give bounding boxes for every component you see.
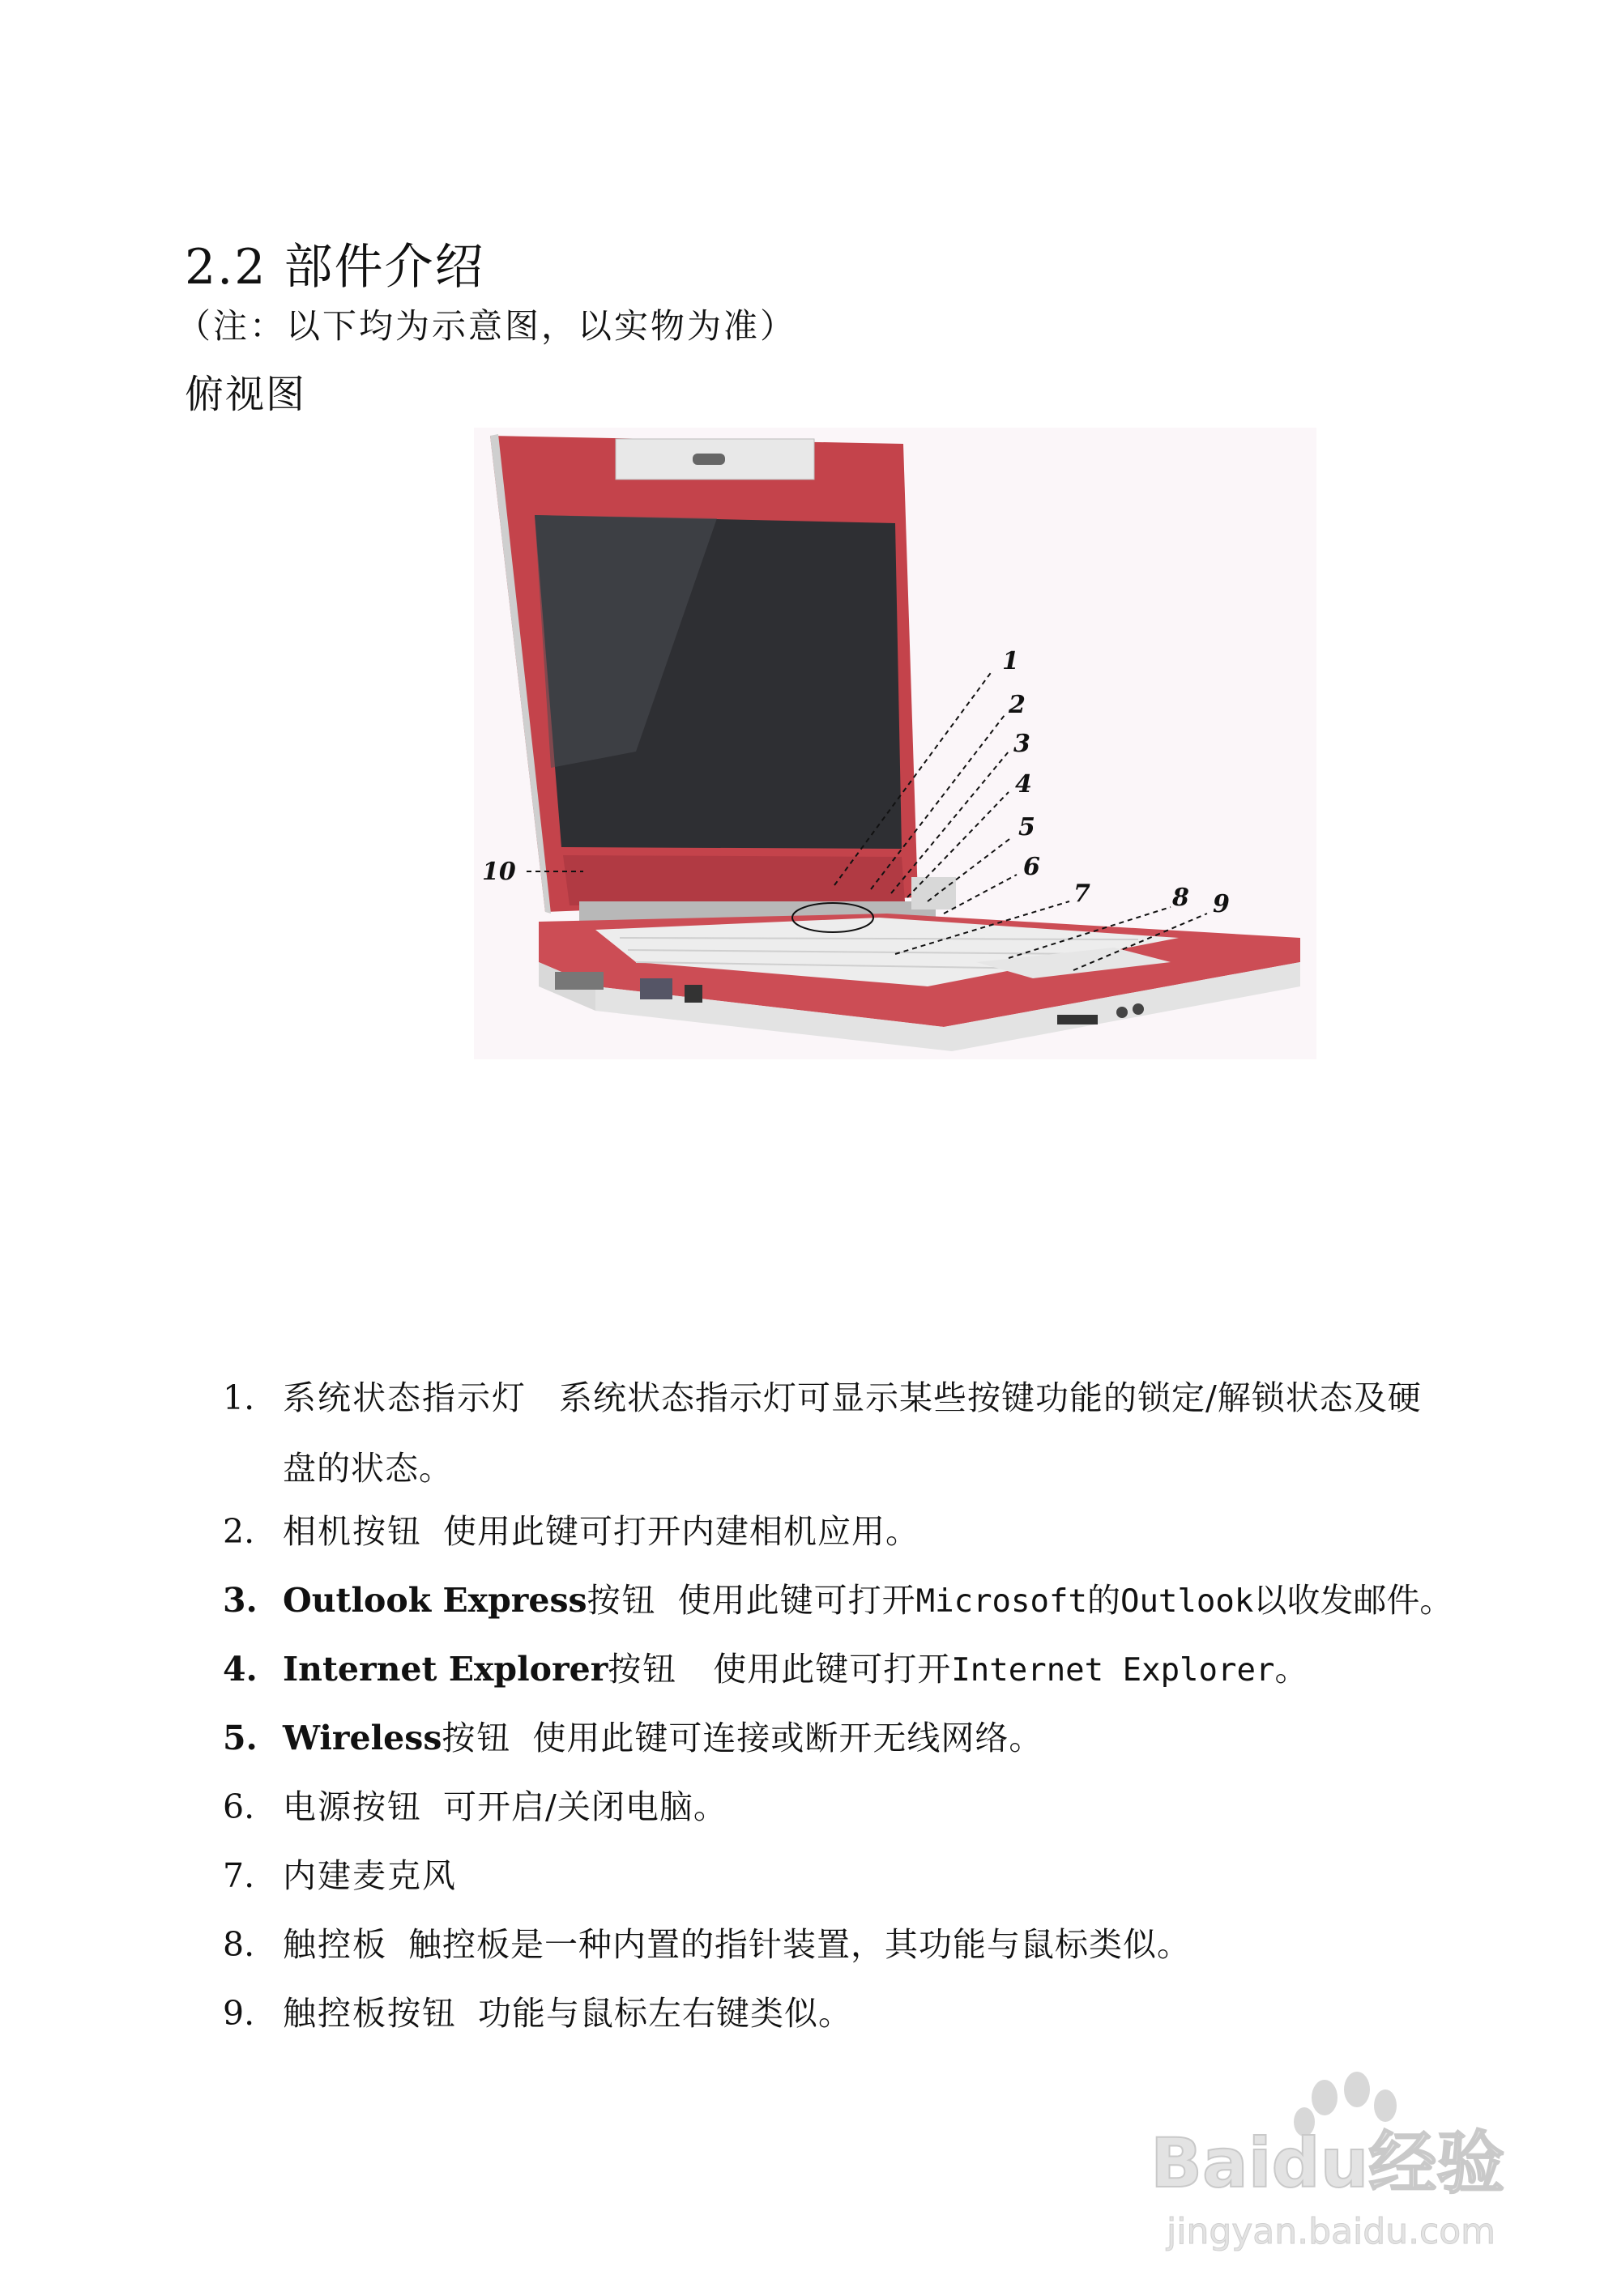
list-item	[223, 1992, 852, 2035]
list-item	[223, 1923, 1191, 1966]
baidu-watermark	[1150, 2049, 1523, 2260]
vent	[555, 972, 604, 990]
item-desc: 可开启/关闭电脑。	[443, 1787, 727, 1826]
item-desc-part: 的	[1086, 1581, 1120, 1620]
item-term: 系统状态指示灯	[283, 1378, 527, 1417]
mic-jack	[1133, 1003, 1144, 1015]
item-number: 9.	[223, 1994, 255, 2033]
item-term-en: Outlook Express	[283, 1581, 587, 1620]
item-number: 3.	[223, 1581, 258, 1620]
item-desc: 使用此键可打开	[713, 1650, 952, 1689]
item-number: 6.	[223, 1787, 255, 1826]
callout-5: 5	[1018, 813, 1035, 841]
item-desc-mono: Microsoft	[915, 1583, 1087, 1620]
item-term-en: Internet Explorer	[283, 1650, 608, 1689]
section-note: （注：以下均为示意图，以实物为准）	[177, 306, 797, 346]
watermark-url: jingyan.baidu.com	[1167, 2211, 1496, 2252]
callout-6: 6	[1023, 853, 1040, 881]
item-number: 7.	[223, 1856, 255, 1895]
list-item	[223, 1855, 457, 1898]
list-item	[223, 1377, 1422, 1420]
item-term: 触控板按钮	[283, 1994, 457, 2033]
view-title: 俯视图	[185, 372, 307, 417]
item-desc: 使用此键可打开	[677, 1581, 916, 1620]
item-number: 8.	[223, 1925, 255, 1964]
callout-4: 4	[1015, 770, 1032, 799]
list-item	[223, 1786, 727, 1829]
item-desc-mono: Outlook	[1120, 1583, 1254, 1620]
item-desc-part: 。	[1274, 1650, 1308, 1689]
item-number: 5.	[223, 1719, 258, 1757]
item-desc: 使用此键可连接或断开无线网络。	[532, 1719, 1043, 1757]
callout-9: 9	[1213, 890, 1230, 918]
audio-jack	[1116, 1007, 1128, 1018]
laptop-top-view-figure	[474, 428, 1316, 1059]
item-desc-mono: Internet Explorer	[951, 1652, 1275, 1689]
item-number: 4.	[223, 1650, 258, 1689]
list-item-continuation: 盘的状态。	[283, 1449, 453, 1488]
item-term-cn: 按钮	[608, 1650, 678, 1689]
item-term: 内建麦克风	[283, 1856, 457, 1895]
item-term-cn: 按钮	[587, 1581, 657, 1620]
item-term-en: Wireless	[283, 1719, 442, 1757]
vga-port	[640, 978, 672, 999]
item-desc: 触控板是一种内置的指针装置，其功能与鼠标类似。	[408, 1925, 1191, 1964]
watermark-brand: Baidu经验	[1150, 2123, 1505, 2203]
item-number: 2.	[223, 1512, 255, 1551]
list-item	[223, 1579, 1453, 1623]
power-button-housing	[911, 877, 956, 909]
list-item	[223, 1510, 919, 1553]
section-title: 2.2 部件介绍	[185, 239, 485, 296]
callout-8: 8	[1172, 884, 1189, 912]
list-item	[223, 1648, 1308, 1692]
speaker-grill	[563, 855, 905, 905]
lan-port	[685, 985, 702, 1003]
item-number: 1.	[223, 1378, 255, 1417]
item-desc-part: 以收发邮件。	[1253, 1581, 1453, 1620]
camera-icon	[693, 454, 725, 465]
list-item	[223, 1717, 1043, 1760]
callout-3: 3	[1013, 730, 1030, 758]
item-term-cn: 按钮	[442, 1719, 512, 1757]
item-desc: 系统状态指示灯可显示某些按键功能的锁定/解锁状态及硬	[559, 1378, 1422, 1417]
item-term: 相机按钮	[283, 1512, 422, 1551]
card-reader	[1057, 1015, 1098, 1024]
callout-1: 1	[1002, 647, 1019, 675]
callout-10: 10	[482, 858, 516, 886]
callout-7: 7	[1073, 880, 1090, 908]
item-desc: 功能与鼠标左右键类似。	[478, 1994, 852, 2033]
item-term: 触控板	[283, 1925, 387, 1964]
item-term: 电源按钮	[283, 1787, 422, 1826]
item-desc: 使用此键可打开内建相机应用。	[443, 1512, 919, 1551]
callout-2: 2	[1009, 691, 1026, 719]
